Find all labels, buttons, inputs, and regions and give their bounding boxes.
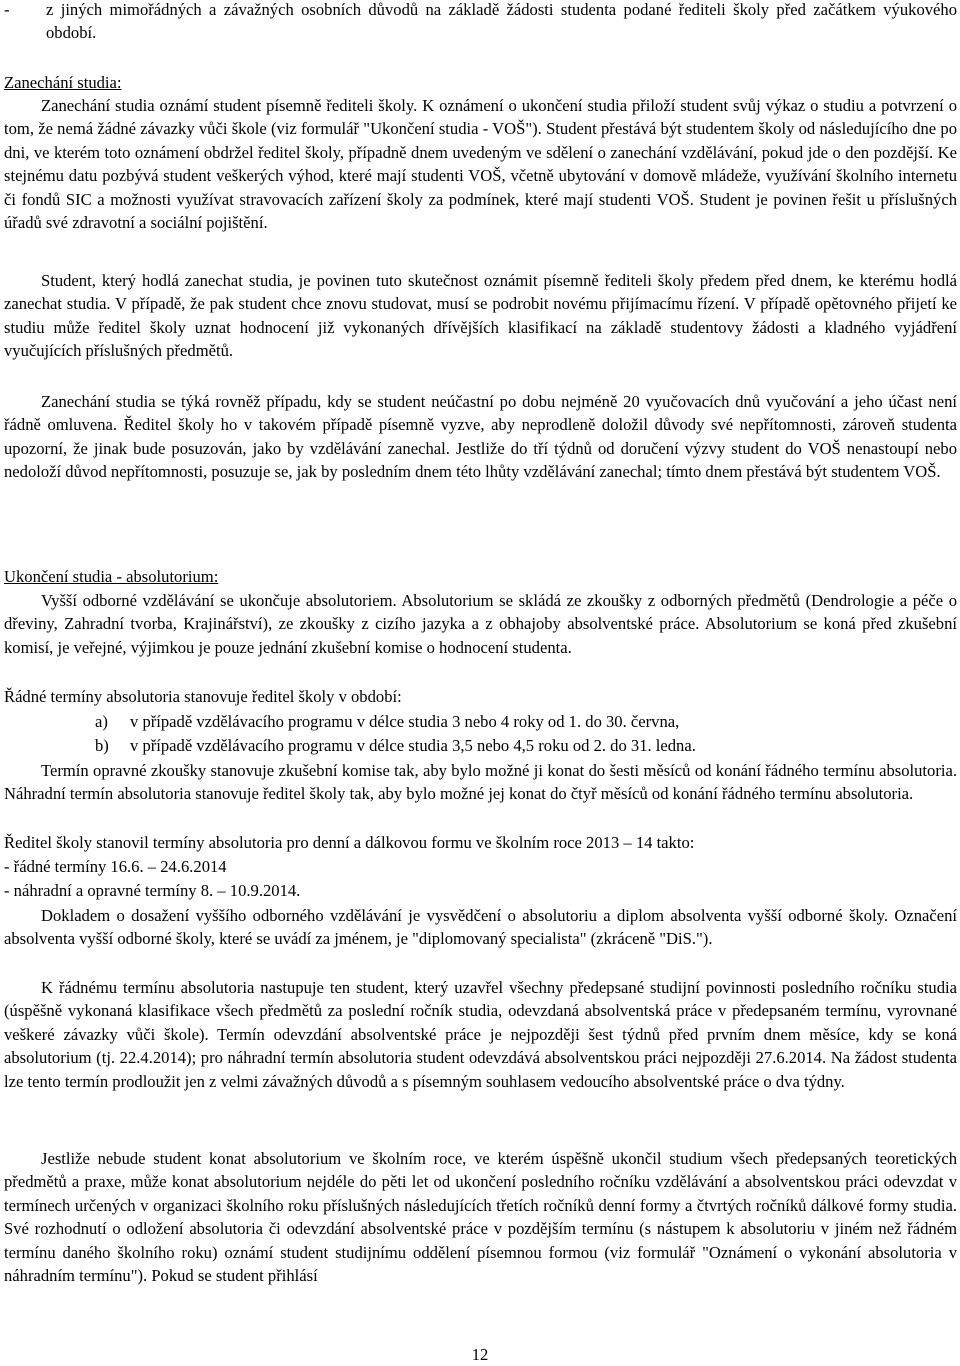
paragraph: Jestliže nebude student konat absolutorium ve školním roce, ve kterém úspěšně ukončil studium všech předepsaných teoretických předmětů a praxe, může konat absolutorium nejdéle do pěti let od ukončení posledního ročníku vzdělávání a absolventskou práci odevzdat v termínech určených v organizaci školního roku příslušných následujících třetích ročníků denní formy a čtvrtých ročníků dálkové formy studia. Své rozhodnutí o odložení absolutoria či odevzdání absolventské práce v pozdějším termínu (s nástupem k absolutoriu v jiném než řádném termínu daného školního roku) oznámí student studijnímu oddělení písemnou formou (viz formulář "Oznámení o vykonání absolutoria v náhradním termínu"). Pokud se student přihlásí (4, 1149, 957, 1286)
paragraph: Ředitel školy stanovil termíny absolutoria pro denní a dálkovou formu ve školním roce 2013 – 14 takto: (4, 833, 695, 852)
bullet-dash: - (4, 0, 10, 19)
paragraph: Zanechání studia oznámí student písemně řediteli školy. K oznámení o ukončení studia přiloží student svůj výkaz o studiu a potvrzení o tom, že nemá žádné závazky vůči škole (viz formulář "Ukončení studia - VOŠ"). Student přestává být studentem školy od následujícího dne po dni, ve kterém toto oznámení obdržel ředitel školy, případně dnem uvedeným ve sdělení o zanechání vzdělávání, pokud jde o den pozdější. Ke stejnému datu pozbývá student veškerých výhod, které mají studenti VOŠ, včetně ubytování v domově mládeže, využívání školního internetu či fondů SIC a možnosti využívat stravovacích zařízení školy za podmínek, které mají studenti VOŠ. Student je povinen řešit u příslušných úřadů své zdravotní a sociální pojištění. (4, 96, 957, 233)
paragraph: Termín opravné zkoušky stanovuje zkušební komise tak, aby bylo možné ji konat do šesti měsíců od konání řádného termínu absolutoria. Náhradní termín absolutoria stanovuje ředitel školy tak, aby bylo možné jej konat do čtyř měsíců od konání řádného termínu absolutoria. (4, 761, 957, 804)
paragraph: Dokladem o dosažení vyššího odborného vzdělávání je vysvědčení o absolutoriu a diplom absolventa vyšší odborné školy. Označení absolventa vyšší odborné školy, které se uvádí za jménem, je "diplomovaný specialista" (zkráceně "DiS."). (4, 906, 957, 949)
section-heading-zanechani: Zanechání studia: (4, 73, 122, 92)
list-item-text: v případě vzdělávacího programu v délce studia 3,5 nebo 4,5 roku od 2. do 31. ledna. (130, 736, 696, 755)
list-item-label: a) (95, 712, 108, 731)
bullet-text: z jiných mimořádných a závažných osobních důvodů na základě žádosti studenta podané řediteli školy před začátkem výukového období. (46, 0, 957, 43)
list-item-text: v případě vzdělávacího programu v délce studia 3 nebo 4 roky od 1. do 30. června, (130, 712, 680, 731)
bullet-item (4, 0, 957, 45)
terms-intro: Řádné termíny absolutoria stanovuje ředitel školy v období: (4, 687, 402, 706)
paragraph: Vyšší odborné vzdělávání se ukončuje absolutoriem. Absolutorium se skládá ze zkoušky z odborných předmětů (Dendrologie a péče o dřeviny, Zahradní tvorba, Krajinářství), ze zkoušky z cizího jazyka a z obhajoby absolventské práce. Absolutorium se koná před zkušební komisí, je veřejné, výjimkou je pouze jednání zkušební komise o hodnocení studenta. (4, 591, 957, 657)
date-line: - řádné termíny 16.6. – 24.6.2014 (4, 857, 227, 876)
date-line: - náhradní a opravné termíny 8. – 10.9.2014. (4, 881, 301, 900)
section-heading-absolutorium: Ukončení studia - absolutorium: (4, 567, 219, 586)
paragraph: Student, který hodlá zanechat studia, je povinen tuto skutečnost oznámit písemně řediteli školy předem před dnem, ke kterému hodlá zanechat studia. V případě, že pak student chce znovu studovat, musí se podrobit novému přijímacímu řízení. V případě opětovného přijetí ke studiu může ředitel školy uznat hodnocení již vykonaných dřívějších klasifikací na základě studentovy žádosti a kladného vyjádření vyučujících příslušných předmětů. (4, 271, 957, 361)
list-item (95, 710, 957, 733)
list-item-label: b) (95, 736, 109, 755)
paragraph: K řádnému termínu absolutoria nastupuje ten student, který uzavřel všechny předepsané studijní povinnosti posledního ročníku studia (úspěšně vykonaná klasifikace všech předmětů za poslední ročník studia, odevzdaná absolventská práce v předepsaném termínu, vyrovnané veškeré závazky vůči škole). Termín odevzdání absolventské práce je nejpozději šest týdnů před prvním dnem měsíce, kdy se koná absolutorium (tj. 22.4.2014); pro náhradní termín absolutoria student odevzdává absolventskou práci nejpozději 27.6.2014. Na žádost studenta lze tento termín prodloužit jen z velmi závažných důvodů a s písemným souhlasem vedoucího absolventské práce o dva týdny. (4, 978, 957, 1091)
page-number: 12 (471, 1345, 489, 1364)
list-item (95, 734, 957, 757)
paragraph: Zanechání studia se týká rovněž případu, kdy se student neúčastní po dobu nejméně 20 vyučovacích dnů vyučování a jeho účast není řádně omluvena. Ředitel školy ho v takovém případě písemně vyzve, aby neprodleně doložil důvody své nepřítomnosti, zároveň studenta upozorní, že jinak bude posuzován, jako by vzdělávání zanechal. Jestliže do tří týdnů od doručení výzvy student do VOŠ nenastoupí nebo nedoloží důvod nepřítomnosti, posuzuje se, jak by posledním dnem této lhůty vzdělávání zanechal; tímto dnem přestává být studentem VOŠ. (4, 392, 957, 482)
